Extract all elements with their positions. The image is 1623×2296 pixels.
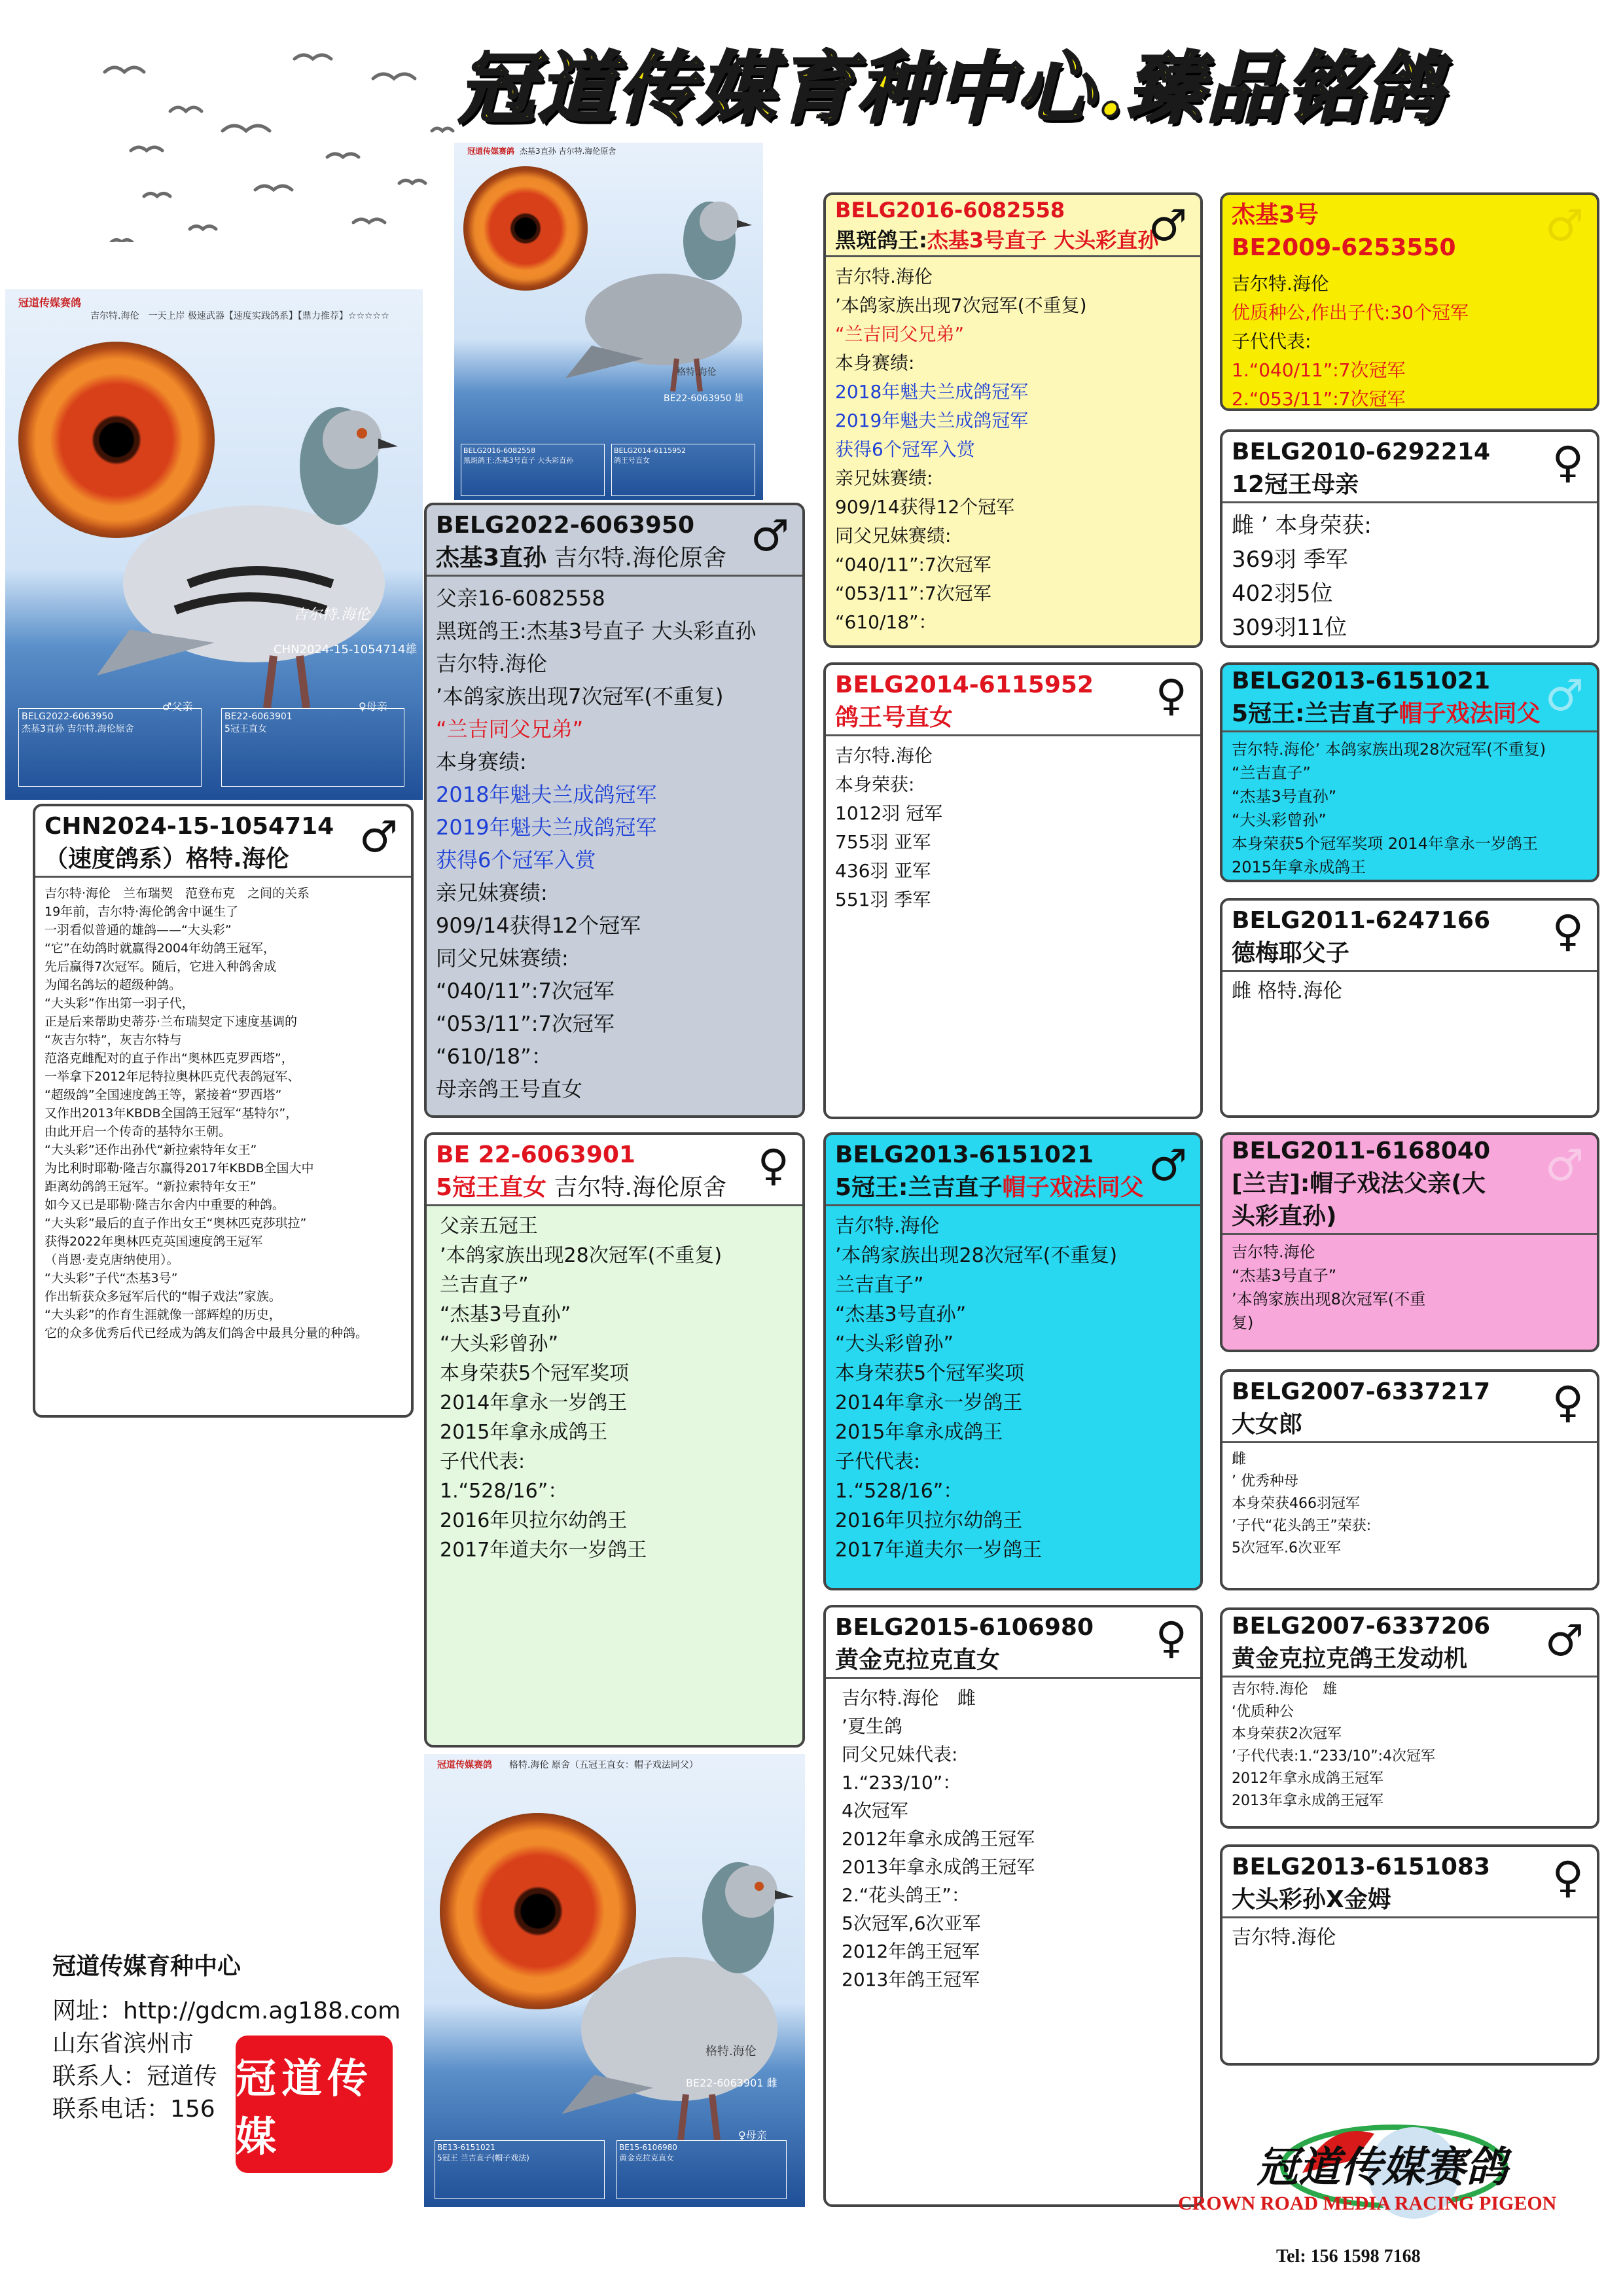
- photo-mother-tag: ♀母亲: [359, 700, 387, 713]
- card-line: “053/11”:7次冠军: [835, 583, 991, 604]
- card-father: [424, 503, 805, 1118]
- card-line: “610/18”：: [436, 1044, 552, 1069]
- card-line: “杰基3号直子”: [1232, 1266, 1337, 1285]
- card-line: 本身荣获2次冠军: [1232, 1726, 1342, 1742]
- card-body: [826, 1206, 1200, 1570]
- bird-name-caption: 吉尔特.海伦: [293, 607, 370, 623]
- brand-logo: [1178, 2094, 1597, 2278]
- card-line: “灰吉尔特”，灰吉尔特与: [45, 1033, 182, 1047]
- bird-title: 大女郎: [1232, 1411, 1303, 1438]
- card-line: 2018年魁夫兰成鸽冠军: [436, 782, 657, 807]
- red-seal-stamp: 冠道传媒: [236, 2036, 393, 2173]
- card-line: 又作出2013年KBDB全国鸽王冠军“基特尔”，: [45, 1106, 298, 1121]
- photo-caption-strip: 吉尔特.海伦 一天上岸 极速武器【速度实践鸽系】【鼎力推荐】☆☆☆☆☆: [90, 311, 389, 321]
- card-body: [1222, 503, 1597, 648]
- photo-logo: 冠道传媒赛鸽: [18, 296, 82, 309]
- card-fmf: [1220, 662, 1599, 882]
- card-line: “兰吉同父兄弟”: [436, 717, 584, 742]
- card-line: ’本鸽家族出现7次冠军(不重复): [436, 684, 724, 709]
- card-line: “兰吉直子”: [1232, 764, 1311, 782]
- female-icon: ♀: [1552, 1852, 1584, 1903]
- card-line: 吉尔特.海伦: [835, 1215, 940, 1238]
- father-bird-photo: [454, 143, 763, 500]
- photo-mother-box: BE22-6063901 5冠王直女: [221, 708, 404, 787]
- ring-number: BELG2007-6337206: [1232, 1613, 1490, 1640]
- male-icon: ♂: [1544, 1140, 1584, 1191]
- card-line: 一羽看似普通的雄鸽——“大头彩”: [45, 923, 232, 937]
- logo-tel: Tel: 156 1598 7168: [1276, 2246, 1421, 2267]
- card-line: ’子代“花头鸽王”荣获:: [1232, 1518, 1372, 1534]
- ring-number: 杰基3号: [1232, 202, 1319, 228]
- card-line: ’本鸽家族出现8次冠军(不重: [1232, 1290, 1426, 1308]
- card-line: 309羽11位: [1232, 615, 1347, 641]
- card-line: ’子代代表:1.“233/10”:4次冠军: [1232, 1748, 1435, 1765]
- card-line: “大头彩”最后的直子作出女王“奥林匹克莎琪拉”: [45, 1216, 307, 1230]
- card-line: “040/11”:7次冠军: [835, 554, 991, 575]
- bird-title: 黄金克拉克鸽王发动机: [1232, 1645, 1468, 1672]
- female-icon: ♀: [1552, 437, 1584, 488]
- ring-number: BELG2013-6151021: [1232, 668, 1490, 694]
- logo-name: 冠道传媒赛鸽: [1257, 2143, 1508, 2192]
- card-line: ‘优质种公: [1232, 1704, 1294, 1720]
- card-line: 它的众多优秀后代已经成为鸽友们鸽舍中最具分量的种鸽。: [45, 1326, 368, 1340]
- bird-title: 5冠王:兰吉直子帽子戏法同父: [1232, 700, 1541, 727]
- card-line: 1.“528/16”：: [835, 1480, 963, 1503]
- card-line: 2012年拿永成鸽王冠军: [1232, 1770, 1383, 1787]
- card-line: 由此开启一个传奇的基特尔王朝。: [45, 1124, 232, 1139]
- bird-title: 大头彩孙X金姆: [1232, 1886, 1391, 1913]
- card-line: 436羽 亚军: [835, 860, 931, 882]
- card-main-bird: [33, 804, 414, 1418]
- card-line: 为闻名鸽坛的超级种鸽。: [45, 978, 182, 992]
- card-body: [1222, 972, 1597, 1011]
- card-body: [826, 257, 1200, 642]
- bird-title: 5冠王直女 吉尔特.海伦原舍: [436, 1174, 726, 1201]
- bird-title: 12冠王母亲: [1232, 471, 1359, 498]
- card-line: 本身赛绩:: [436, 749, 527, 774]
- bird-title: 德梅耶父子: [1232, 940, 1350, 967]
- card-line: ’ 优秀种母: [1232, 1473, 1298, 1490]
- card-line: 2014年拿永一岁鸽王: [835, 1391, 1023, 1414]
- card-line: 如今又已是耶勒·隆吉尔舍内中重要的种鸽。: [45, 1198, 285, 1212]
- card-line: “610/18”：: [835, 611, 937, 633]
- female-icon: ♀: [757, 1140, 789, 1191]
- bird-title: （速度鸽系）格特.海伦: [45, 846, 289, 872]
- card-line: 本身荣获466羽冠军: [1232, 1496, 1360, 1512]
- male-icon: ♂: [1544, 200, 1584, 251]
- bird-ring-caption: CHN2024-15-1054714雄: [274, 643, 418, 656]
- photo-father-box: BE13-6151021 5冠王 兰吉直子(帽子戏法): [435, 2140, 605, 2199]
- photo-mother-box: BE15-6106980 黄金克拉克直女: [616, 2140, 787, 2199]
- card-line: 为比利时耶勒·隆吉尔赢得2017年KBDB全国大中: [45, 1161, 314, 1175]
- card-line: 2013年鸽王冠军: [842, 1969, 980, 1990]
- card-line: 吉尔特·海伦 兰布瑞契 范登布克 之间的关系: [45, 886, 310, 901]
- bird-ring-caption: BE22-6063901 雌: [686, 2077, 777, 2089]
- card-line: 子代代表:: [1232, 331, 1311, 352]
- card-line: “大头彩曾孙”: [835, 1333, 954, 1355]
- card-line: ’夏生鸽: [842, 1715, 902, 1737]
- card-line: 2019年魁夫兰成鸽冠军: [436, 815, 657, 840]
- photo-father-tag: ♂父亲: [162, 700, 193, 713]
- card-line: 优质种公,作出子代:30个冠军: [1232, 302, 1469, 323]
- card-line: 作出斩获众多冠军后代的“帽子戏法”家族。: [45, 1289, 281, 1304]
- card-ffm: [1220, 429, 1599, 648]
- card-line: “大头彩曾孙”: [440, 1333, 559, 1355]
- card-line: 2013年拿永成鸽王冠军: [1232, 1793, 1383, 1809]
- card-line: （肖恩·麦克唐纳使用）。: [45, 1253, 179, 1267]
- card-mff: [1220, 1132, 1599, 1352]
- card-line: 吉尔特.海伦 雌: [842, 1687, 976, 1709]
- ring-number: BELG2013-6151083: [1232, 1854, 1490, 1880]
- bird-title: 5冠王:兰吉直子帽子戏法同父: [835, 1174, 1144, 1201]
- ring-number: BELG2011-6247166: [1232, 907, 1490, 934]
- male-icon: ♂: [359, 812, 398, 862]
- card-line: 1.“040/11”:7次冠军: [1232, 359, 1406, 381]
- card-line: 正是后来帮助史蒂芬·兰布瑞契定下速度基调的: [45, 1014, 298, 1029]
- card-line: 吉尔特.海伦: [1232, 1243, 1315, 1261]
- pigeon-image: [90, 368, 398, 734]
- card-line: 4次冠军: [842, 1800, 908, 1821]
- card-line: 402羽5位: [1232, 581, 1333, 607]
- card-line: 父亲五冠王: [440, 1215, 538, 1238]
- bird-ring-caption: BE22-6063950 雄: [664, 393, 744, 404]
- card-line: “053/11”:7次冠军: [436, 1011, 615, 1036]
- card-line: 909/14获得12个冠军: [835, 496, 1015, 518]
- father-photo-label: 杰基3直孙 吉尔特.海伦原舍: [520, 147, 616, 156]
- card-line: 755羽 亚军: [835, 831, 931, 853]
- card-mfm: [1220, 1369, 1599, 1590]
- card-line: 获得6个冠军入赏: [436, 848, 596, 872]
- location-text: 山东省滨州市: [52, 2030, 194, 2057]
- card-line: 369羽 季军: [1232, 547, 1348, 573]
- org-name: 冠道传媒育种中心: [52, 1953, 241, 1980]
- card-line: 子代代表:: [835, 1450, 921, 1473]
- ring-number: BELG2011-6168040: [1232, 1138, 1490, 1164]
- card-line: ’本鸽家族出现28次冠军(不重复): [835, 1244, 1118, 1267]
- card-line: 吉尔特.海伦: [436, 651, 548, 676]
- bird-title: 黄金克拉克直女: [835, 1647, 1001, 1674]
- card-line: “杰基3号直孙”: [835, 1303, 967, 1326]
- card-body: [35, 878, 411, 1348]
- card-line: 子代代表:: [440, 1450, 526, 1473]
- male-icon: ♂: [1544, 670, 1584, 721]
- card-line: 获得2022年奥林匹克英国速度鸽王冠军: [45, 1234, 263, 1249]
- male-icon: ♂: [1544, 1615, 1584, 1666]
- ring-number: BELG2013-6151021: [835, 1141, 1094, 1168]
- photo-logo: 冠道传媒赛鸽: [437, 1760, 492, 1770]
- contact-person: 联系人：冠道传: [52, 2063, 218, 2090]
- bird-name-caption: 格特.海伦: [677, 367, 717, 378]
- card-line: 909/14获得12个冠军: [436, 913, 641, 938]
- website-link[interactable]: 网址：http://gdcm.ag188.com: [52, 1998, 401, 2024]
- card-line: “杰基3号直孙”: [440, 1303, 571, 1326]
- card-line: 551羽 季军: [835, 889, 931, 910]
- female-icon: ♀: [1552, 906, 1584, 956]
- card-line: 距离幼鸽鸽王冠军。“新拉索特年女王”: [45, 1179, 257, 1194]
- card-line: 雌 格特.海伦: [1232, 980, 1343, 1003]
- female-icon: ♀: [1155, 670, 1187, 721]
- card-line: 亲兄妹赛绩:: [835, 467, 933, 489]
- card-body: [427, 577, 802, 1111]
- card-line: “杰基3号直孙”: [1232, 787, 1337, 806]
- card-line: 母亲鸽王号直女: [436, 1077, 583, 1102]
- card-line: “大头彩”作出第一羽子代，: [45, 996, 194, 1011]
- page-title: 冠道传媒育种中心.臻品铭鸽: [458, 43, 1446, 134]
- card-line: 2016年贝拉尔幼鸽王: [835, 1509, 1023, 1532]
- card-line: 复): [1232, 1314, 1254, 1332]
- card-body: [1222, 1443, 1597, 1565]
- card-line: “兰吉同父兄弟”: [835, 323, 965, 345]
- bird-title: BE2009-6253550: [1232, 234, 1456, 261]
- bird-title: 杰基3直孙 吉尔特.海伦原舍: [436, 545, 726, 571]
- main-bird-photo: [5, 289, 423, 800]
- ring-number: BELG2010-6292214: [1232, 439, 1490, 465]
- phone-text: 联系电话：156: [52, 2096, 215, 2123]
- card-mother: [424, 1132, 805, 1748]
- card-body: [1222, 1677, 1597, 1818]
- card-line: 获得6个冠军入赏: [835, 439, 975, 460]
- card-line: 兰吉直子”: [440, 1274, 529, 1297]
- photo-father-box: BELG2016-6082558 黑斑鸽王:杰基3号直子 大头彩直孙: [461, 444, 605, 496]
- card-line: 1012羽 冠军: [835, 802, 943, 824]
- card-line: 2017年道夫尔一岁鸽王: [835, 1539, 1043, 1562]
- male-icon: ♂: [1148, 200, 1187, 251]
- card-line: 同父兄妹代表:: [842, 1744, 958, 1765]
- card-fmm: [1220, 898, 1599, 1118]
- card-body: [1222, 1233, 1597, 1340]
- card-line: 吉尔特.海伦: [835, 745, 933, 766]
- card-line: 本身赛绩:: [835, 352, 915, 374]
- bird-name-caption: 格特.海伦: [705, 2045, 757, 2058]
- flying-birds-decoration: [92, 46, 458, 242]
- card-body: [1222, 1918, 1597, 1958]
- bird-title-cont: 头彩直孙): [1232, 1203, 1337, 1230]
- card-body: [1222, 264, 1597, 411]
- card-line: 雌: [1232, 1451, 1247, 1467]
- card-line: “040/11”:7次冠军: [436, 978, 615, 1003]
- card-line: 本身荣获5个冠军奖项: [440, 1362, 630, 1385]
- ring-number: BELG2022-6063950: [436, 512, 694, 539]
- card-line: 1.“528/16”：: [440, 1480, 568, 1503]
- card-line: 5次冠军,6次亚军: [842, 1912, 981, 1934]
- card-line: “大头彩”的作育生涯就像一部辉煌的历史，: [45, 1308, 281, 1322]
- card-maternal-grandfather: [823, 1132, 1203, 1590]
- card-line: “它”在幼鸽时就赢得2004年幼鸽王冠军，: [45, 941, 276, 956]
- ring-number: CHN2024-15-1054714: [45, 813, 334, 840]
- mother-photo-label: 格特.海伦 原舍（五冠王直女：帽子戏法同父）: [509, 1760, 698, 1770]
- ring-number: BELG2007-6337217: [1232, 1378, 1490, 1405]
- card-maternal-grandmother: [823, 1605, 1203, 2207]
- card-body: [826, 736, 1200, 920]
- female-icon: ♀: [1155, 1613, 1187, 1663]
- photo-mother-tag: ♀母亲: [738, 2129, 767, 2142]
- card-line: 吉尔特.海伦: [835, 266, 933, 287]
- male-icon: ♂: [750, 511, 789, 561]
- ring-number: BELG2014-6115952: [835, 672, 1094, 698]
- photo-logo: 冠道传媒赛鸽: [467, 147, 515, 156]
- ring-number: BE 22-6063901: [436, 1141, 635, 1168]
- card-line: 2015年拿永成鸽王: [835, 1421, 1003, 1444]
- card-line: 父亲16-6082558: [436, 586, 605, 611]
- card-line: 本身荣获5个冠军奖项 2014年拿永一岁鸽王: [1232, 834, 1538, 853]
- photo-mother-box: BELG2014-6115952 鸽王号直女: [611, 444, 755, 496]
- card-line: 本身荣获5个冠军奖项: [835, 1362, 1025, 1385]
- card-line: 黑斑鸽王:杰基3号直子 大头彩直孙: [436, 619, 757, 643]
- card-line: ’本鸽家族出现28次冠军(不重复): [440, 1244, 722, 1267]
- card-line: 2015年拿永成鸽王: [1232, 858, 1366, 876]
- card-line: 兰吉直子”: [835, 1274, 924, 1297]
- card-body: [826, 1679, 1200, 1999]
- card-line: 2019年魁夫兰成鸽冠军: [835, 410, 1029, 431]
- logo-english: CROWN ROAD MEDIA RACING PIGEON: [1178, 2193, 1557, 2214]
- bird-title: 黑斑鸽王:杰基3号直子 大头彩直孙: [835, 228, 1159, 253]
- card-line: 亲兄妹赛绩:: [436, 880, 548, 905]
- card-line: 19年前，吉尔特·海伦鸽舍中诞生了: [45, 905, 239, 919]
- pigeon-image: [565, 188, 755, 398]
- card-line: 同父兄妹赛绩:: [835, 525, 952, 547]
- card-line: 2017年道夫尔一岁鸽王: [440, 1539, 647, 1562]
- card-line: ’本鸽家族出现7次冠军(不重复): [835, 295, 1087, 316]
- card-mmf: [1220, 1607, 1599, 1829]
- card-line: 2013年拿永成鸽王冠军: [842, 1856, 1035, 1878]
- pigeon-image: [555, 1839, 797, 2147]
- mother-bird-photo: [424, 1754, 805, 2207]
- card-line: 范洛克雌配对的直子作出“奥林匹克罗西塔”，: [45, 1051, 294, 1066]
- card-line: 5次冠军.6次亚军: [1232, 1540, 1341, 1556]
- bird-title: [兰吉]:帽子戏法父亲(大: [1232, 1170, 1486, 1197]
- card-line: 同父兄妹赛绩:: [436, 946, 569, 971]
- card-line: 2.“053/11”:7次冠军: [1232, 388, 1406, 410]
- photo-father-box: BELG2022-6063950 杰基3直孙 吉尔特.海伦原舍: [18, 708, 202, 787]
- card-paternal-grandmother: [823, 662, 1203, 1119]
- card-line: 雌 ’ 本身荣获:: [1232, 512, 1372, 539]
- card-line: 本身荣获:: [835, 774, 915, 795]
- card-line: 一举拿下2012年尼特拉奥林匹克代表鸽冠军、: [45, 1069, 300, 1084]
- card-line: “大头彩”子代“杰基3号”: [45, 1271, 178, 1285]
- card-line: 吉尔特.海伦: [1232, 273, 1329, 295]
- card-fff: [1220, 192, 1599, 411]
- card-line: 吉尔特.海伦: [1232, 1926, 1336, 1949]
- card-line: 2012年鸽王冠军: [842, 1941, 980, 1962]
- male-icon: ♂: [1148, 1140, 1187, 1191]
- ring-number: BELG2016-6082558: [835, 198, 1065, 223]
- card-line: 吉尔特.海伦 雄: [1232, 1681, 1337, 1698]
- card-line: 1.“233/10”：: [842, 1772, 961, 1793]
- card-line: 2018年魁夫兰成鸽冠军: [835, 381, 1029, 403]
- card-line: 2015年拿永成鸽王: [440, 1421, 608, 1444]
- card-line: “大头彩曾孙”: [1232, 811, 1327, 829]
- card-body: [427, 1206, 802, 1570]
- female-icon: ♀: [1552, 1377, 1584, 1427]
- card-line: “超级鸽”全国速度鸽王等，紧接着“罗西塔”: [45, 1088, 282, 1102]
- card-line: 先后赢得7次冠军。随后，它进入种鸽舍成: [45, 960, 277, 974]
- card-paternal-grandfather: [823, 192, 1203, 648]
- card-line: 2.“花头鸽王”：: [842, 1884, 970, 1906]
- card-line: 2016年贝拉尔幼鸽王: [440, 1509, 628, 1532]
- card-mmm: [1220, 1844, 1599, 2066]
- card-body: [1222, 732, 1597, 882]
- card-line: 吉尔特.海伦’ 本鸽家族出现28次冠军(不重复): [1232, 740, 1546, 759]
- card-line: 2012年拿永成鸽王冠军: [842, 1828, 1035, 1850]
- card-line: “大头彩”还作出孙代“新拉索特年女王”: [45, 1143, 257, 1157]
- bird-title: 鸽王号直女: [835, 704, 954, 731]
- ring-number: BELG2015-6106980: [835, 1614, 1094, 1641]
- card-line: 2014年拿永一岁鸽王: [440, 1391, 628, 1414]
